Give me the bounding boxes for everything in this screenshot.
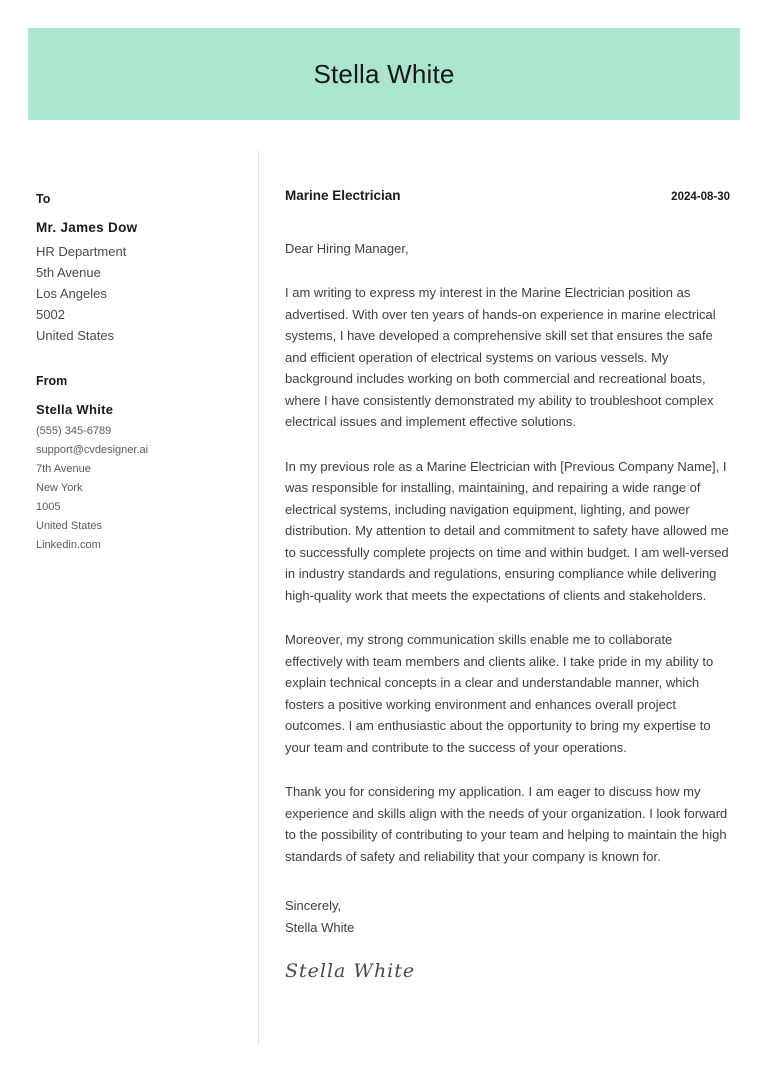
recipient-line: 5th Avenue: [36, 265, 101, 280]
letter-date: 2024-08-30: [671, 191, 730, 203]
letter-paragraph: In my previous role as a Marine Electrician with [Previous Company Name], I was responsible for installing, maintaining, and repairing a wide range of electrical systems, including navigation equipment, lighting, and power distribution. My attention to detail and commitment to safety have allowed me to successfully complete projects on time and within budget. I am well-versed in industry standards and regulations, ensuring compliance while delivering high-quality work that meets the expectations of clients and stakeholders.: [285, 458, 729, 603]
sender-label: From: [36, 374, 68, 388]
sender-line: 7th Avenue: [36, 463, 91, 475]
sidebar: [36, 192, 241, 555]
recipient-line: United States: [36, 328, 115, 343]
recipient-block: [36, 192, 241, 346]
closing-block: [285, 895, 730, 938]
letter-paragraph: Thank you for considering my application. I am eager to discuss how my experience and skills align with the needs of your organization. I look forward to the possibility of contributing to your team and helping to maintain the high standards of safety and reliability that your company is known for.: [285, 784, 728, 864]
letter-content: [0, 150, 768, 1050]
salutation: Dear Hiring Manager,: [285, 241, 409, 256]
job-title: Marine Electrician: [285, 188, 401, 203]
recipient-line: Los Angeles: [36, 286, 107, 301]
recipient-label: To: [36, 192, 51, 206]
letter-paragraph: I am writing to express my interest in the Marine Electrician position as advertised. With over ten years of hands-on experience in marine electrical systems, I have developed a comprehensive skill set that ensures the safe and efficient operation of electrical systems on various vessels. My background includes working on both commercial and recreational boats, where I have consistently demonstrated my ability to troubleshoot complex electrical issues and implement effective solutions.: [285, 285, 716, 429]
letter-body: [285, 188, 730, 982]
recipient-line: HR Department: [36, 244, 127, 259]
page-title: Stella White: [313, 58, 455, 89]
sender-block: [36, 374, 241, 555]
sender-name: Stella White: [36, 402, 114, 417]
header-banner: [28, 28, 740, 120]
signature: Stella White: [285, 960, 416, 982]
column-divider: [258, 150, 259, 1045]
sender-line: New York: [36, 482, 83, 494]
sender-line: 1005: [36, 501, 61, 513]
sender-linkedin[interactable]: Linkedin.com: [36, 539, 101, 551]
sender-phone: (555) 345-6789: [36, 425, 112, 437]
sender-line: United States: [36, 520, 103, 532]
recipient-line: 5002: [36, 307, 65, 322]
letter-header-row: [285, 188, 730, 203]
letter-paragraph: Moreover, my strong communication skills enable me to collaborate effectively with team members and clients alike. I take pride in my ability to explain technical concepts in a clear and understandable manner, which fosters a positive working environment and enhances overall project outcomes. I am enthusiastic about the opportunity to bring my expertise to your team and contribute to the success of your operations.: [285, 632, 714, 755]
closing-name: Stella White: [285, 919, 355, 935]
closing-word: Sincerely,: [285, 898, 342, 913]
recipient-name: Mr. James Dow: [36, 220, 138, 235]
sender-email[interactable]: support@cvdesigner.ai: [36, 444, 149, 456]
